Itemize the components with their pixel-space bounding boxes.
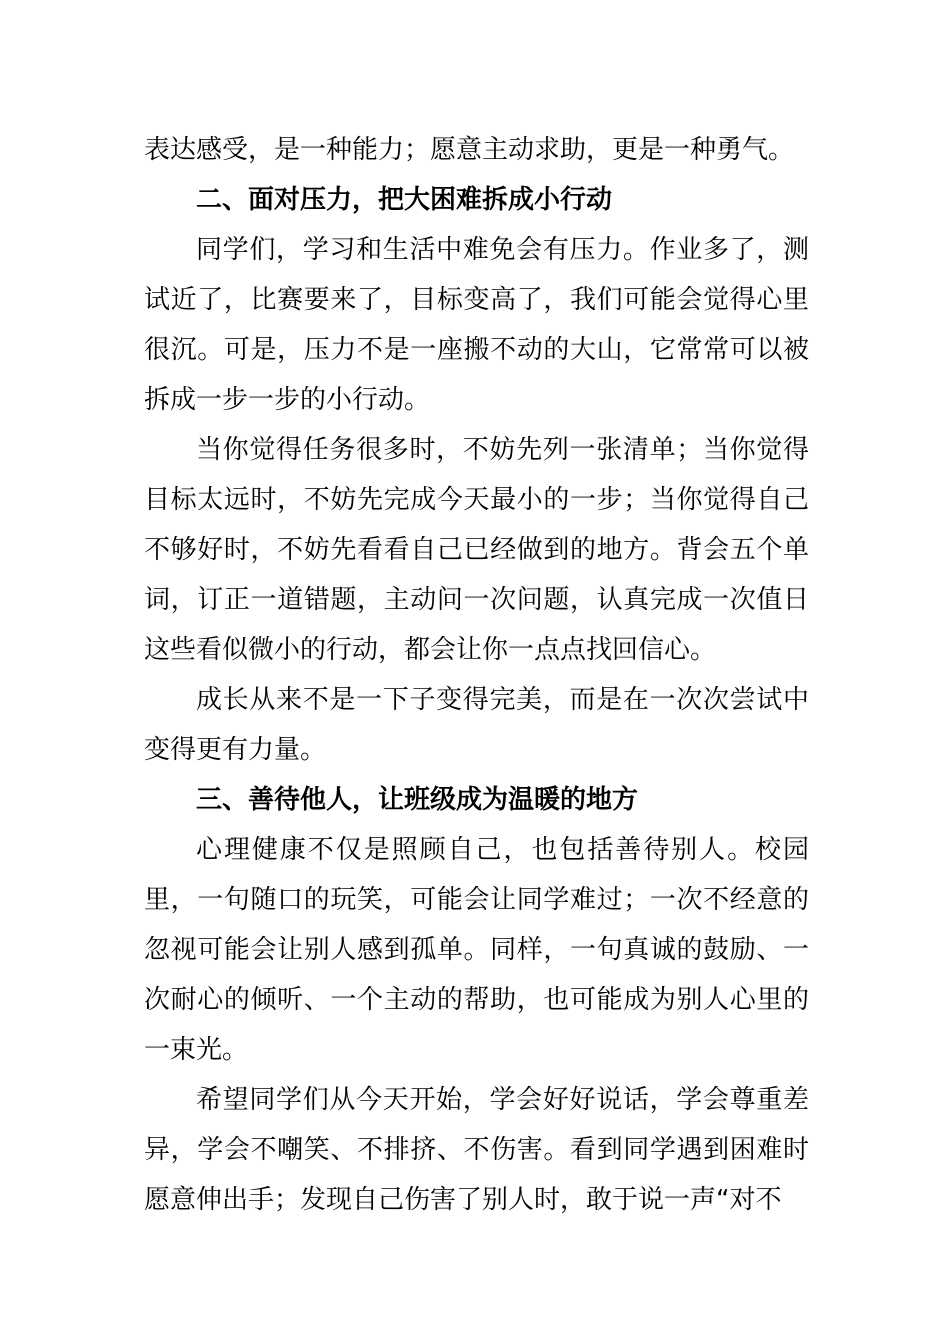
paragraph: 希望同学们从今天开始，学会好好说话，学会尊重差异，学会不嘲笑、不排挤、不伤害。看到同学遇到困难时愿意伸出手；发现自己伤害了别人时，敢于说一声“对不 [144,1085,809,1215]
paragraph-continuation: 表达感受，是一种能力；愿意主动求助，更是一种勇气。 [144,135,795,165]
section-heading-three: 三、善待他人，让班级成为温暖的地方 [196,785,639,815]
paragraph: 成长从来不是一下子变得完美，而是在一次次尝试中变得更有力量。 [144,685,809,765]
section-heading-two: 二、面对压力，把大困难拆成小行动 [196,185,613,215]
paragraph: 心理健康不仅是照顾自己，也包括善待别人。校园里，一句随口的玩笑，可能会让同学难过；一次不经意的忽视可能会让别人感到孤单。同样，一句真诚的鼓励、一次耐心的倾听、一个主动的帮助，也可能成为别人心里的一束光。 [144,835,809,1065]
paragraph: 同学们，学习和生活中难免会有压力。作业多了，测试近了，比赛要来了，目标变高了，我们可能会觉得心里很沉。可是，压力不是一座搬不动的大山，它常常可以被拆成一步一步的小行动。 [144,235,809,415]
paragraph: 当你觉得任务很多时，不妨先列一张清单；当你觉得目标太远时，不妨先完成今天最小的一步；当你觉得自己不够好时，不妨先看看自己已经做到的地方。背会五个单词，订正一道错题，主动问一次问题，认真完成一次值日这些看似微小的行动，都会让你一点点找回信心。 [144,435,809,665]
document-body [144,125,809,1225]
